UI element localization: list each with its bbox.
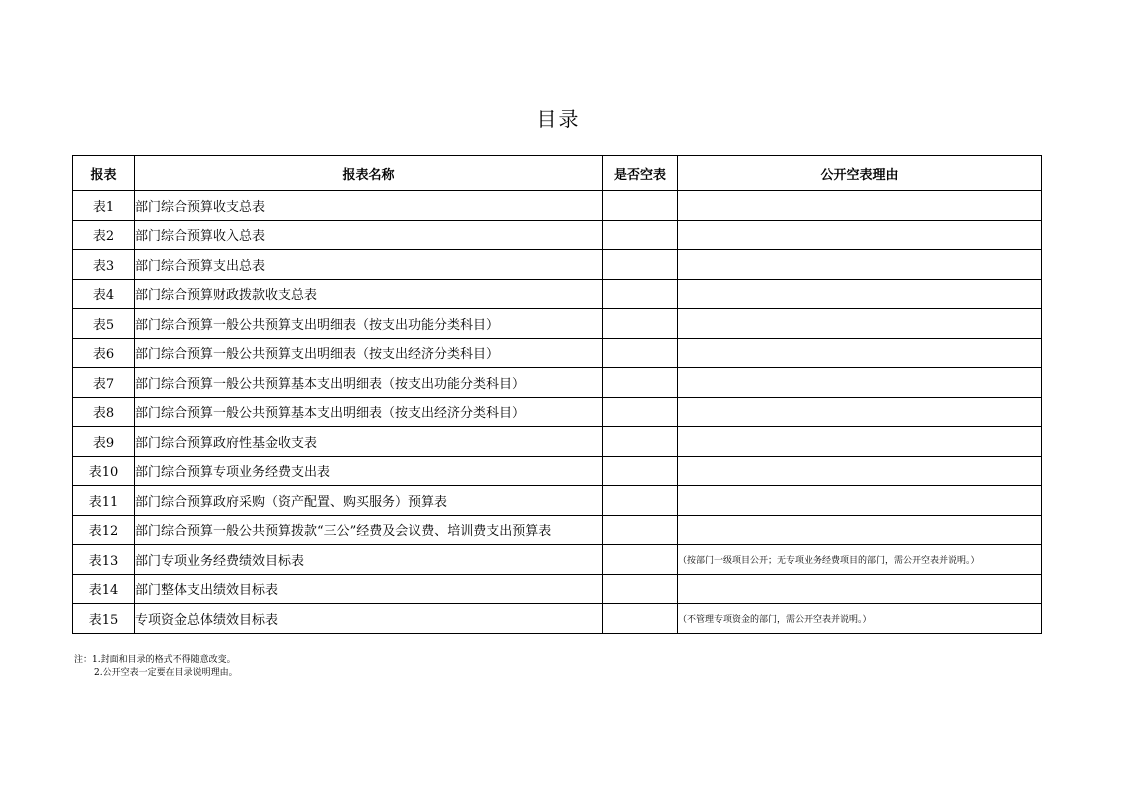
report-name-cell: 部门综合预算专项业务经费支出表	[135, 456, 603, 486]
empty-reason-cell	[678, 250, 1042, 280]
table-row	[73, 604, 1042, 634]
footnote-1: 注：1.封面和目录的格式不得随意改变。	[74, 655, 236, 665]
page-title: 目录	[536, 107, 581, 131]
table-row	[73, 338, 1042, 368]
report-no-cell: 表4	[73, 279, 135, 309]
table-row	[73, 486, 1042, 516]
is-empty-cell	[603, 427, 678, 457]
report-no-cell: 表10	[73, 456, 135, 486]
table-row	[73, 545, 1042, 575]
is-empty-cell	[603, 545, 678, 575]
report-name-cell: 部门综合预算收支总表	[135, 191, 603, 221]
table-row	[73, 250, 1042, 280]
footnote-2: 2.公开空表一定要在目录说明理由。	[94, 668, 238, 678]
empty-reason-cell	[678, 486, 1042, 516]
report-no-cell: 表6	[73, 338, 135, 368]
empty-reason-cell	[678, 220, 1042, 250]
header-is-empty: 是否空表	[603, 156, 678, 191]
empty-reason-cell	[678, 397, 1042, 427]
empty-reason-cell	[678, 368, 1042, 398]
empty-reason-cell	[678, 309, 1042, 339]
report-name-cell: 部门综合预算一般公共预算拨款“三公”经费及会议费、培训费支出预算表	[135, 515, 603, 545]
report-name-cell: 部门专项业务经费绩效目标表	[135, 545, 603, 575]
table-row	[73, 574, 1042, 604]
empty-reason-cell	[678, 515, 1042, 545]
report-no-cell: 表13	[73, 545, 135, 575]
is-empty-cell	[603, 368, 678, 398]
is-empty-cell	[603, 279, 678, 309]
report-name-cell: 部门综合预算一般公共预算基本支出明细表（按支出经济分类科目）	[135, 397, 603, 427]
report-no-cell: 表11	[73, 486, 135, 516]
report-no-cell: 表2	[73, 220, 135, 250]
is-empty-cell	[603, 574, 678, 604]
is-empty-cell	[603, 515, 678, 545]
report-no-cell: 表12	[73, 515, 135, 545]
empty-reason-cell	[678, 427, 1042, 457]
table-row	[73, 191, 1042, 221]
empty-reason-cell	[678, 574, 1042, 604]
report-name-cell: 部门整体支出绩效目标表	[135, 574, 603, 604]
report-no-cell: 表9	[73, 427, 135, 457]
report-no-cell: 表15	[73, 604, 135, 634]
footnotes	[74, 654, 238, 680]
empty-reason-cell: （按部门一级项目公开；无专项业务经费项目的部门，需公开空表并说明。）	[678, 545, 1042, 575]
is-empty-cell	[603, 309, 678, 339]
report-name-cell: 部门综合预算政府性基金收支表	[135, 427, 603, 457]
header-report-no: 报表	[73, 156, 135, 191]
report-no-cell: 表8	[73, 397, 135, 427]
table-header-row	[73, 156, 1042, 191]
is-empty-cell	[603, 220, 678, 250]
is-empty-cell	[603, 456, 678, 486]
table-row	[73, 515, 1042, 545]
report-no-cell: 表1	[73, 191, 135, 221]
report-name-cell: 部门综合预算一般公共预算支出明细表（按支出经济分类科目）	[135, 338, 603, 368]
report-directory-table	[72, 155, 1042, 634]
empty-reason-cell	[678, 456, 1042, 486]
table-row	[73, 220, 1042, 250]
table-row	[73, 279, 1042, 309]
report-no-cell: 表5	[73, 309, 135, 339]
empty-reason-cell	[678, 191, 1042, 221]
is-empty-cell	[603, 604, 678, 634]
empty-reason-cell	[678, 338, 1042, 368]
table-row	[73, 309, 1042, 339]
table-row	[73, 456, 1042, 486]
report-no-cell: 表7	[73, 368, 135, 398]
report-name-cell: 部门综合预算政府采购（资产配置、购买服务）预算表	[135, 486, 603, 516]
report-name-cell: 部门综合预算财政拨款收支总表	[135, 279, 603, 309]
report-no-cell: 表14	[73, 574, 135, 604]
report-name-cell: 部门综合预算一般公共预算基本支出明细表（按支出功能分类科目）	[135, 368, 603, 398]
is-empty-cell	[603, 191, 678, 221]
report-no-cell: 表3	[73, 250, 135, 280]
is-empty-cell	[603, 486, 678, 516]
is-empty-cell	[603, 250, 678, 280]
is-empty-cell	[603, 397, 678, 427]
header-empty-reason: 公开空表理由	[678, 156, 1042, 191]
report-name-cell: 专项资金总体绩效目标表	[135, 604, 603, 634]
report-name-cell: 部门综合预算支出总表	[135, 250, 603, 280]
report-name-cell: 部门综合预算一般公共预算支出明细表（按支出功能分类科目）	[135, 309, 603, 339]
empty-reason-cell	[678, 279, 1042, 309]
table-row	[73, 427, 1042, 457]
report-name-cell: 部门综合预算收入总表	[135, 220, 603, 250]
table-row	[73, 397, 1042, 427]
header-report-name: 报表名称	[135, 156, 603, 191]
table-row	[73, 368, 1042, 398]
is-empty-cell	[603, 338, 678, 368]
empty-reason-cell: （不管理专项资金的部门，需公开空表并说明。）	[678, 604, 1042, 634]
